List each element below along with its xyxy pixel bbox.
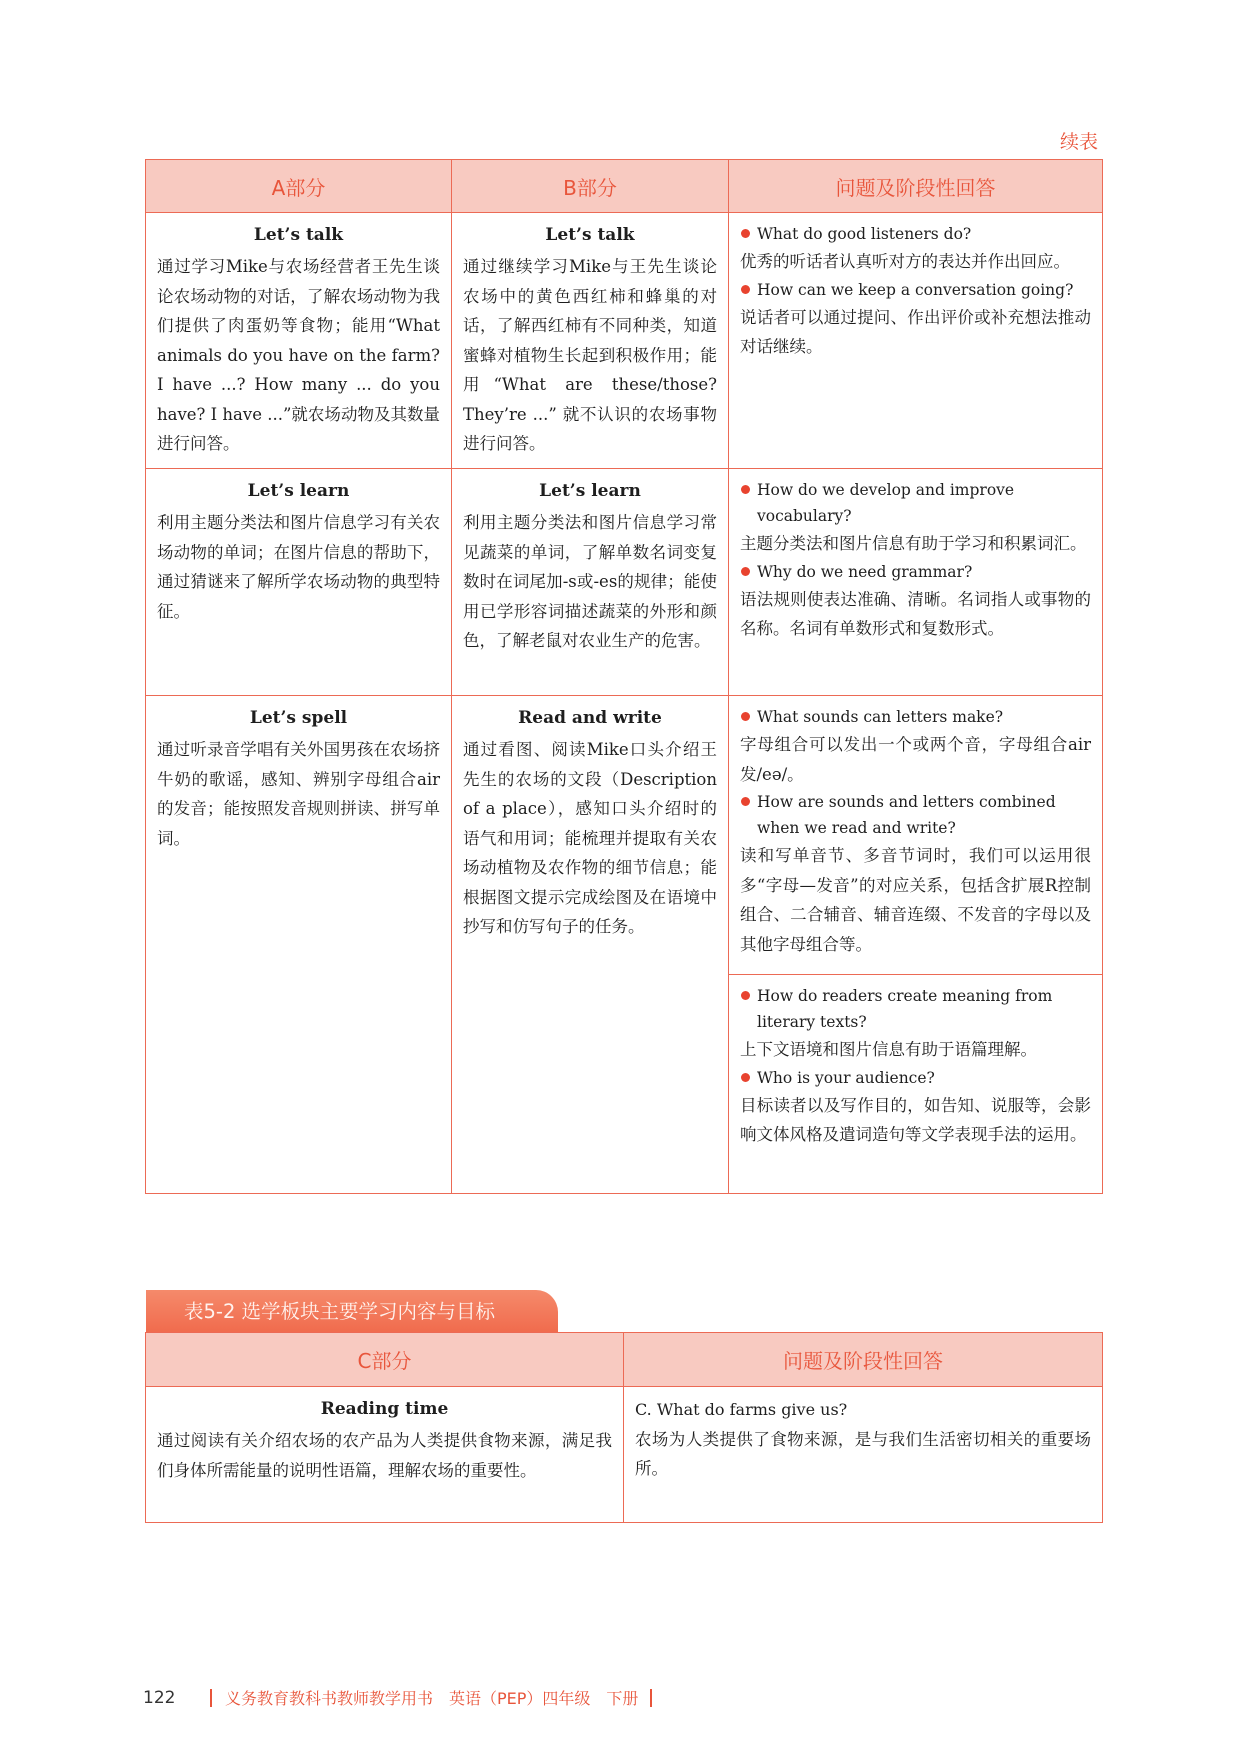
cell-text: 通过阅读有关介绍农场的农产品为人类提供食物来源，满足我们身体所需能量的说明性语篇，理解农场的重要性。 <box>157 1431 612 1480</box>
cell-title: Read and write <box>518 708 662 728</box>
table-row <box>146 1387 1103 1523</box>
cell-title: Let’s learn <box>539 481 641 501</box>
question-bullet: Who is your audience? <box>740 1065 1091 1091</box>
answer-text: 说话者可以通过提问、作出评价或补充想法推动对话继续。 <box>740 307 1091 356</box>
sub-cell-divider <box>729 974 1102 1156</box>
answer-text: 语法规则使表达准确、清晰。名词指人或事物的名称。名词有单数形式和复数形式。 <box>740 589 1091 638</box>
question-text: C. What do farms give us? <box>635 1400 848 1419</box>
page-footer <box>143 1686 652 1709</box>
answer-text: 字母组合可以发出一个或两个音，字母组合air发/eə/。 <box>740 735 1091 784</box>
page-number: 122 <box>143 1687 176 1708</box>
question-bullet: How do readers create meaning from literary texts? <box>740 983 1091 1035</box>
footer-divider <box>650 1689 652 1707</box>
cell-text: 通过听录音学唱有关外国男孩在农场挤牛奶的歌谣，感知、辨别字母组合air的发音；能按照发音规则拼读、拼写单词。 <box>157 740 440 848</box>
question-bullet: How do we develop and improve vocabulary? <box>740 477 1091 529</box>
cell-text: 通过继续学习Mike与王先生谈论农场中的黄色西红柿和蜂巢的对话，了解西红柿有不同种类，知道蜜蜂对植物生长起到积极作用；能用“What are these/those? They’re ...” 就不认识的农场事物进行问答。 <box>463 257 717 453</box>
cell-title: Reading time <box>320 1399 449 1419</box>
table-5-2-label: 表5-2 选学板块主要学习内容与目标 <box>146 1290 558 1334</box>
table-row <box>146 469 1103 696</box>
answer-text: 目标读者以及写作目的，如告知、说服等，会影响文体风格及遣词造句等文学表现手法的运用。 <box>740 1095 1091 1144</box>
table-5-2 <box>145 1332 1103 1523</box>
answer-text: 读和写单音节、多音节词时，我们可以运用很多“字母—发音”的对应关系，包括含扩展R控制组合、二合辅音、辅音连缀、不发音的字母以及其他字母组合等。 <box>740 846 1091 954</box>
cell-text: 利用主题分类法和图片信息学习常见蔬菜的单词，了解单数名词变复数时在词尾加-s或-es的规律；能使用已学形容词描述蔬菜的外形和颜色，了解老鼠对农业生产的危害。 <box>463 513 717 650</box>
book-title: 义务教育教科书教师教学用书 英语（PEP）四年级 下册 <box>224 1689 639 1708</box>
table-row <box>146 213 1103 469</box>
cell-title: Let’s learn <box>247 481 350 501</box>
header-questions: 问题及阶段性回答 <box>729 160 1103 213</box>
header-questions: 问题及阶段性回答 <box>624 1333 1103 1387</box>
cell-title: Let’s spell <box>249 708 348 728</box>
cell-title: Let’s talk <box>545 225 635 245</box>
cell-title: Let’s talk <box>253 225 344 245</box>
answer-text: 上下文语境和图片信息有助于语篇理解。 <box>740 1040 1037 1059</box>
cell-text: 利用主题分类法和图片信息学习有关农场动物的单词；在图片信息的帮助下，通过猜谜来了解所学农场动物的典型特征。 <box>157 513 440 621</box>
footer-divider <box>210 1689 212 1707</box>
question-bullet: How can we keep a conversation going? <box>740 277 1091 303</box>
table-row <box>146 696 1103 1194</box>
question-bullet: Why do we need grammar? <box>740 559 1091 585</box>
table-5-1-continued <box>145 159 1103 1194</box>
header-part-b: B部分 <box>452 160 729 213</box>
cell-text: 通过学习Mike与农场经营者王先生谈论农场动物的对话，了解农场动物为我们提供了肉蛋奶等食物；能用“What animals do you have on the farm? I have ...? How many ... do you have? I have ...”就农场动物及其数量进行问答。 <box>157 257 440 453</box>
question-bullet: What sounds can letters make? <box>740 704 1091 730</box>
header-part-a: A部分 <box>146 160 452 213</box>
cell-text: 通过看图、阅读Mike口头介绍王先生的农场的文段（Description of a place），感知口头介绍时的语气和用词；能梳理并提取有关农场动植物及农作物的细节信息；能根据图文提示完成绘图及在语境中抄写和仿写句子的任务。 <box>463 740 717 936</box>
header-part-c: C部分 <box>146 1333 624 1387</box>
continued-label: 续表 <box>1060 131 1099 153</box>
question-bullet: What do good listeners do? <box>740 221 1091 247</box>
question-bullet: How are sounds and letters combined when we read and write? <box>740 789 1091 841</box>
answer-text: 主题分类法和图片信息有助于学习和积累词汇。 <box>740 534 1087 553</box>
answer-text: 农场为人类提供了食物来源，是与我们生活密切相关的重要场所。 <box>635 1429 1091 1478</box>
answer-text: 优秀的听话者认真听对方的表达并作出回应。 <box>740 252 1070 271</box>
